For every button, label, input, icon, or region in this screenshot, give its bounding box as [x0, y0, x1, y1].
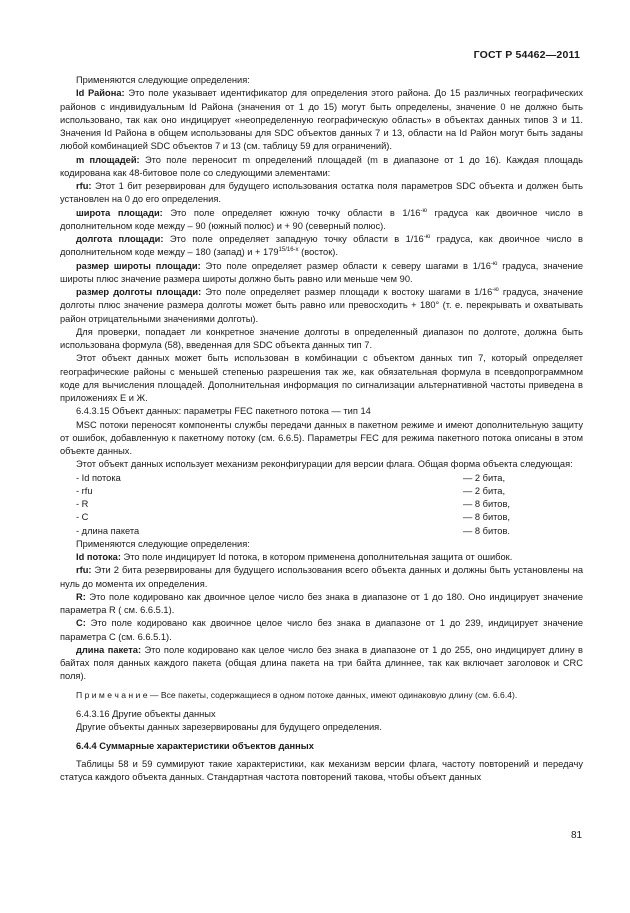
paragraph: MSC потоки переносят компоненты службы передачи данных в пакетном режиме и имеют дополнительную защиту от ошибок, добавленную к пакетному потоку (см. 6.6.5). Параметры FEC для режима пакетного потока описаны в этом объекте данных.: [60, 419, 583, 456]
definition-rfu: rfu: Этот 1 бит резервирован для будущего использования остатка поля параметров SDC объекта и должен быть установлен на 0 до его определения.: [60, 181, 583, 205]
term: C:: [76, 618, 86, 629]
paragraph: Применяются следующие определения:: [76, 75, 250, 85]
page-number: 81: [571, 830, 583, 841]
section-heading: 6.4.4 Суммарные характеристики объектов данных: [76, 741, 314, 752]
term: Id потока:: [76, 552, 121, 562]
definition-area-latitude: широта площади: Это поле определяет южную точку области в $1/16^{-ю}$ градуса как двоичное число в дополнительном коде между – 90 (южный полюс) и + 90 (северный полюс).: [60, 207, 584, 231]
object-form-list: [60, 472, 583, 538]
subsection-heading: 6.4.3.16 Другие объекты данных: [76, 708, 216, 719]
definition-area-id: Id Района: Это поле указывает идентификатор для определения этого района. До 15 различных географических районов с индивидуальным Id Района (значения от 1 до 15) могут быть определены, значение 0 не должно быть использовано, так как оно индицирует «неопределенную географическую область» в объектах данных типов 3 и 11. Значения Id Района в общем использованы для SDC объектов данных 7 и 13, области на Id Район могут быть заданы любой комбинацией SDC объектов 7 и 13 (см. таблицу 59 для ограничений).: [60, 88, 583, 152]
term: rfu:: [76, 565, 92, 576]
definition-rfu: rfu: Эти 2 бита резервированы для будущего использования всего объекта данных и должны быть установлены на нуль до момента их определения.: [60, 565, 583, 589]
definition-m-areas: m площадей: Это поле переносит m определений площадей (m в диапазоне от 1 до 16). Каждая площадь кодирована как 48-битовое поле со следующими элементами:: [60, 154, 583, 178]
list-item: - длина пакета — 8 битов.: [76, 525, 510, 536]
list-item: - Id потока — 2 бита,: [76, 472, 506, 483]
subsection-heading: 6.4.3.15 Объект данных: параметры FEC пакетного потока — тип 14: [76, 406, 371, 417]
list-item: - R — 8 битов,: [76, 499, 510, 509]
paragraph: Этот объект данных может быть использован в комбинации с объектом данных тип 7, который определяет географические районы с меньшей степенью разрешения так же, как обязательная формула в псевдопрограммном коде для вычисления площадей. Дополнительная информация по сигнализации альтернативной частоты приведена в приложениях Е и Ж.: [60, 353, 583, 403]
term: R:: [76, 591, 86, 602]
definition-c: C: Это поле кодировано как двоичное целое число без знака в диапазоне от 1 до 239, индицирует значение параметра С (см. 6.6.5.1).: [60, 618, 583, 642]
term: Id Района:: [76, 88, 125, 99]
document-body: [60, 74, 583, 784]
term: длина пакета:: [76, 644, 142, 655]
term: размер широты площади:: [76, 260, 201, 271]
list-item: - C — 8 битов,: [76, 512, 510, 523]
paragraph: Другие объекты данных зарезервированы для будущего определения.: [76, 722, 382, 732]
document-header: ГОСТ Р 54462—2011: [473, 49, 580, 61]
list-item: - rfu — 2 бита,: [76, 485, 506, 496]
definition-latitude-extent: размер широты площади: Это поле определяет размер области к северу шагами в $1/16^{-ю}$ градуса, значение широты плюс значение размера широты должно быть равно или меньше чем 90.: [60, 260, 583, 284]
definition-packet-length: длина пакета: Это поле кодировано как целое число без знака в диапазоне от 1 до 255, оно индицирует длину в байтах поля данных каждого пакета (общая длина пакета на три байта длиннее, так как включает заголовок и CRC поля).: [60, 644, 583, 682]
paragraph: Применяются следующие определения:: [76, 538, 250, 549]
term: широта площади:: [76, 207, 163, 218]
term: размер долготы площади:: [76, 287, 202, 297]
term: rfu:: [76, 181, 92, 191]
paragraph: Этот объект данных использует механизм реконфигурации для версии флага. Общая форма объекта следующая:: [76, 459, 573, 470]
definition-r: R: Это поле кодировано как двоичное целое число без знака в диапазоне от 1 до 180. Оно индицирует значение параметра R ( см. 6.6.5.1).: [60, 591, 583, 615]
term: m площадей:: [76, 154, 140, 165]
note: П р и м е ч а н и е — Все пакеты, содержащиеся в одном потоке данных, имеют одинаковую длину (см. 6.6.4).: [76, 689, 518, 700]
definition-stream-id: Id потока: Это поле индицирует Id потока, в котором применена дополнительная защита от ошибок.: [76, 552, 513, 562]
paragraph: Таблицы 58 и 59 суммируют такие характеристики, как механизм версии флага, частоту повторений и передачу статуса каждого объекта данных. Стандартная частота повторений такова, чтобы объект данных: [60, 758, 583, 782]
definition-longitude-extent: размер долготы площади: Это поле определяет размер площади к востоку шагами в $1/16^{-ю}$ градуса, значение долготы плюс значение размера долготы может быть равно или превосходить + 180° (т. е. перекрывать и охватывать район отрицательными значениями долготы).: [60, 286, 583, 324]
definition-area-longitude: долгота площади: Это поле определяет западную точку области в $1/16^{-ю}$ градуса, как двоичное число в дополнительном коде между – 180 (запад) $и + 179^{15/16-х}$ (восток).: [60, 233, 584, 258]
paragraph: Для проверки, попадает ли конкретное значение долготы в определенный диапазон по долготе, должна быть использована формула (58), введенная для SDC объекта данных тип 7.: [60, 326, 583, 350]
term: долгота площади:: [76, 234, 164, 244]
